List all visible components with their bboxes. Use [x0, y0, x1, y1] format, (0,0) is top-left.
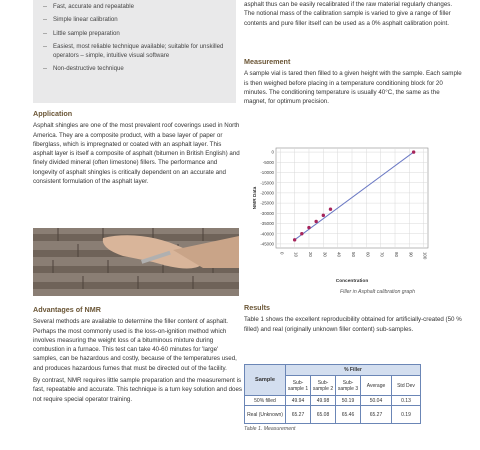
filler-group-header: % Filler	[286, 365, 421, 376]
measurement-body: A sample vial is tared then filled to a given height with the sample. Each sample is then weighed before placing in a temperature conditioning block for 20 minutes. The conditioning temperature is usually 40°C, the same as the magnet, for optimum precision.	[244, 70, 462, 106]
table-cell: 49.94	[286, 396, 311, 406]
advantages-heading: Advantages of NMR	[33, 305, 101, 314]
table-cell: 50.19	[336, 396, 361, 406]
table-row	[245, 406, 421, 424]
chart-caption: Filler in Asphalt calibration graph	[340, 289, 416, 295]
application-body: Asphalt shingles are one of the most prevalent roof coverings used in North America. They are a composite product, with a base layer of paper or fiberglass, which is impregnated or coated with an asphalt layer. This asphalt layer is itself a composite of asphalt (bitumen in British English) and finely divided mineral (often limestone) fillers. The performance and longevity of asphalt shingles is critically dependent on an accurate and consistent formulation of the asphalt layer.	[33, 122, 240, 186]
col-header: Sub-sample 1	[286, 376, 311, 396]
calibration-chart	[244, 143, 434, 293]
x-tick-label: 40	[336, 252, 342, 257]
y-tick-label: -40000	[260, 231, 274, 237]
list-item: Little sample preparation	[42, 30, 232, 39]
list-item: Fast, accurate and repeatable	[42, 3, 232, 12]
key-benefits-list	[42, 3, 232, 79]
y-tick-label: -5000	[262, 159, 274, 165]
table-cell: 65.08	[311, 406, 336, 424]
advantages-body: Several methods are available to determine the filler content of asphalt. Perhaps the most commonly used is the loss-on-ignition method which involves measuring the weight loss of a bituminous mixture during combustion in a furnace. This test can take 40-60 minutes for 'large' samples, can be hazardous and costly, because of the temperatures used, and produces hazardous fumes that must be directed out of the facility.	[33, 318, 237, 372]
data-point	[412, 150, 415, 153]
x-tick-label: 0	[279, 252, 285, 255]
row-label: Real (Unknown)	[245, 406, 286, 424]
table-row	[245, 396, 421, 406]
list-item: Non-destructive technique	[42, 65, 232, 74]
data-point	[293, 238, 296, 241]
table-cell: 0.13	[392, 396, 421, 406]
application-section	[33, 109, 243, 186]
data-point	[307, 226, 310, 229]
table-cell: 65.46	[336, 406, 361, 424]
x-tick-label: 60	[365, 252, 371, 257]
calibration-body: asphalt thus can be easily recalibrated if the raw material regularly changes. The notional mass of the calibration sample is varied to give a range of filler contents and pure filler itself can be used as a 0% asphalt calibration point.	[244, 1, 453, 27]
table-cell: 0.19	[392, 406, 421, 424]
bullet-icon	[42, 17, 47, 22]
results-section	[244, 303, 462, 334]
bullet-icon	[42, 44, 47, 49]
y-tick-label: -35000	[260, 221, 274, 227]
table-caption: Table 1. Measurement	[244, 426, 296, 432]
col-header: Std Dev	[392, 376, 421, 396]
roof-shingle-photo	[33, 228, 239, 296]
x-tick-label: 30	[322, 252, 328, 257]
bullet-icon	[42, 31, 47, 36]
table-cell: 65.27	[361, 406, 392, 424]
table-cell: 50.04	[361, 396, 392, 406]
x-tick-label: 20	[307, 252, 313, 257]
advantages-body-2: By contrast, NMR requires little sample preparation and the measurement is fast, repeatable and accurate. This technique is a turn key solution and does not require special operator training.	[33, 377, 243, 403]
bullet-icon	[42, 4, 47, 9]
data-point	[329, 208, 332, 211]
list-item: Simple linear calibration	[42, 16, 232, 25]
list-item: Easiest, most reliable technique available; suitable for unskilled operators – simple, intuitive visual software	[42, 43, 232, 60]
y-tick-label: -30000	[260, 210, 274, 216]
col-header: Sub-sample 2	[311, 376, 336, 396]
row-label: 50% filled	[245, 396, 286, 406]
col-header: Sub-sample 3	[336, 376, 361, 396]
y-tick-label: -20000	[260, 190, 274, 196]
table-cell: 49.98	[311, 396, 336, 406]
results-body: Table 1 shows the excellent reproducibility obtained for artificially-created (50 % filled) and real (originally unknown filler content) sub-samples.	[244, 316, 462, 333]
data-point	[300, 232, 303, 235]
application-heading: Application	[33, 109, 73, 118]
data-point	[322, 214, 325, 217]
calibration-text	[244, 0, 462, 28]
y-tick-label: -45000	[260, 241, 274, 247]
calibration-chart-svg	[244, 143, 434, 293]
bullet-icon	[42, 66, 47, 71]
y-tick-label: -10000	[260, 170, 274, 176]
results-table-wrap	[244, 364, 421, 432]
x-tick-label: 80	[394, 252, 400, 257]
y-tick-label: 0	[271, 149, 274, 155]
sample-header: Sample	[245, 365, 286, 396]
x-axis-label: Concentration	[335, 279, 369, 284]
results-heading: Results	[244, 303, 270, 312]
results-table	[244, 364, 421, 424]
measurement-heading: Measurement	[244, 57, 291, 66]
x-tick-label: 70	[379, 252, 385, 257]
measurement-section	[244, 57, 462, 106]
x-tick-label: 100	[422, 252, 428, 260]
table-cell: 65.27	[286, 406, 311, 424]
x-tick-label: 50	[351, 252, 356, 257]
x-tick-label: 90	[408, 252, 414, 257]
y-tick-label: -25000	[260, 200, 274, 206]
y-axis-label: NMR Data	[253, 186, 258, 210]
col-header: Average	[361, 376, 392, 396]
x-tick-label: 10	[293, 252, 299, 257]
data-point	[314, 220, 317, 223]
y-tick-label: -15000	[260, 180, 274, 186]
advantages-section	[33, 305, 243, 404]
